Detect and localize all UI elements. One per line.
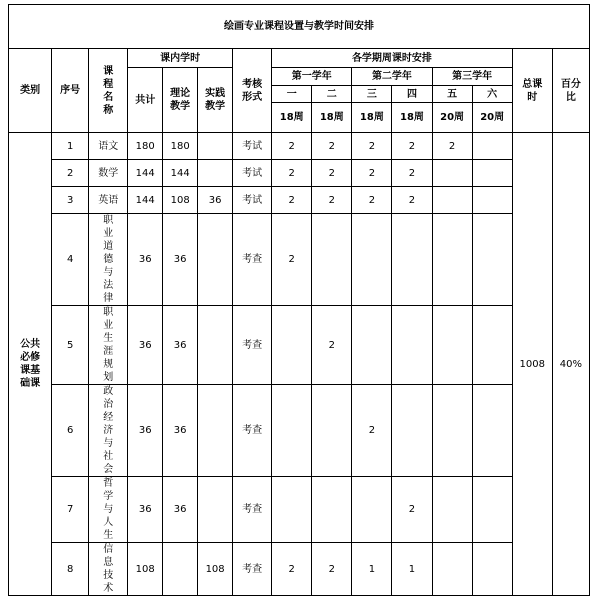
- table-row: [9, 214, 590, 306]
- header-course-name: 课程名称: [89, 49, 128, 133]
- cell-s2: [312, 477, 352, 543]
- table-row: [9, 160, 590, 187]
- header-semester-3: 三: [352, 86, 392, 103]
- table-row: [9, 385, 590, 477]
- header-year3: 第三学年: [432, 68, 512, 86]
- cell-s3: [352, 477, 392, 543]
- cell-exam: 考查: [233, 477, 272, 543]
- cell-s1: [272, 306, 312, 385]
- cell-s3: 2: [352, 160, 392, 187]
- header-total-hours: 总课时: [512, 49, 552, 133]
- group-percent: 40%: [552, 133, 589, 596]
- header-theory: 理论教学: [163, 68, 198, 133]
- cell-course-name: 语文: [89, 133, 128, 160]
- cell-s1: 2: [272, 543, 312, 596]
- header-weeks-1: 18周: [272, 103, 312, 133]
- cell-s6: [472, 543, 512, 596]
- cell-seq: 1: [52, 133, 89, 160]
- header-percent: 百分比: [552, 49, 589, 133]
- cell-seq: 4: [52, 214, 89, 306]
- header-semester-1: 一: [272, 86, 312, 103]
- cell-s2: 2: [312, 306, 352, 385]
- header-weeks-6: 20周: [472, 103, 512, 133]
- header-weeks-2: 18周: [312, 103, 352, 133]
- cell-s4: 2: [392, 187, 432, 214]
- header-year2: 第二学年: [352, 68, 432, 86]
- header-weeks-4: 18周: [392, 103, 432, 133]
- cell-s5: [432, 543, 472, 596]
- cell-s2: [312, 385, 352, 477]
- cell-s6: [472, 187, 512, 214]
- cell-s6: [472, 214, 512, 306]
- cell-exam: 考查: [233, 214, 272, 306]
- cell-course-name: 职业道德与法律: [89, 214, 128, 306]
- cell-s5: [432, 477, 472, 543]
- cell-course-name: 信息技术: [89, 543, 128, 596]
- cell-seq: 6: [52, 385, 89, 477]
- cell-practice: [198, 477, 233, 543]
- cell-total: 36: [128, 214, 163, 306]
- cell-practice: [198, 385, 233, 477]
- cell-s3: 2: [352, 385, 392, 477]
- cell-total: 144: [128, 160, 163, 187]
- header-seq: 序号: [52, 49, 89, 133]
- cell-theory: 108: [163, 187, 198, 214]
- cell-s5: [432, 306, 472, 385]
- cell-s5: 2: [432, 133, 472, 160]
- cell-total: 36: [128, 306, 163, 385]
- cell-exam: 考试: [233, 160, 272, 187]
- header-weeks-5: 20周: [432, 103, 472, 133]
- header-practice: 实践教学: [198, 68, 233, 133]
- cell-course-name: 政治经济与社会: [89, 385, 128, 477]
- cell-s5: [432, 214, 472, 306]
- cell-theory: 36: [163, 306, 198, 385]
- cell-theory: 144: [163, 160, 198, 187]
- cell-s5: [432, 160, 472, 187]
- cell-exam: 考查: [233, 385, 272, 477]
- cell-course-name: 哲学与人生: [89, 477, 128, 543]
- cell-s1: [272, 477, 312, 543]
- cell-s1: 2: [272, 133, 312, 160]
- cell-seq: 5: [52, 306, 89, 385]
- cell-theory: 36: [163, 214, 198, 306]
- table-row: [9, 477, 590, 543]
- cell-practice: [198, 214, 233, 306]
- header-semester-6: 六: [472, 86, 512, 103]
- cell-s4: [392, 214, 432, 306]
- header-semester-5: 五: [432, 86, 472, 103]
- cell-practice: [198, 133, 233, 160]
- group-total-hours: 1008: [512, 133, 552, 596]
- cell-seq: 3: [52, 187, 89, 214]
- cell-s6: [472, 160, 512, 187]
- cell-s4: [392, 306, 432, 385]
- cell-s6: [472, 385, 512, 477]
- cell-s2: 2: [312, 543, 352, 596]
- header-exam-form: 考核形式: [233, 49, 272, 133]
- table-row: [9, 306, 590, 385]
- header-weeks-3: 18周: [352, 103, 392, 133]
- cell-exam: 考查: [233, 543, 272, 596]
- header-weekly-schedule: 各学期周课时安排: [272, 49, 513, 68]
- cell-s6: [472, 477, 512, 543]
- cell-s1: 2: [272, 214, 312, 306]
- cell-practice: [198, 160, 233, 187]
- cell-total: 108: [128, 543, 163, 596]
- cell-course-name: 数学: [89, 160, 128, 187]
- cell-seq: 8: [52, 543, 89, 596]
- cell-s5: [432, 187, 472, 214]
- cell-practice: [198, 306, 233, 385]
- cell-seq: 2: [52, 160, 89, 187]
- cell-total: 180: [128, 133, 163, 160]
- cell-s2: 2: [312, 187, 352, 214]
- cell-theory: 36: [163, 385, 198, 477]
- cell-s4: 1: [392, 543, 432, 596]
- cell-s1: 2: [272, 160, 312, 187]
- cell-s4: 2: [392, 133, 432, 160]
- cell-course-name: 职业生涯规划: [89, 306, 128, 385]
- cell-theory: 36: [163, 477, 198, 543]
- cell-s2: 2: [312, 133, 352, 160]
- cell-s1: 2: [272, 187, 312, 214]
- cell-theory: [163, 543, 198, 596]
- cell-s4: 2: [392, 160, 432, 187]
- header-semester-2: 二: [312, 86, 352, 103]
- header-class-hours: 课内学时: [128, 49, 233, 68]
- table-row: [9, 187, 590, 214]
- table-row: [9, 543, 590, 596]
- category-cell: 公共必修课基础课: [9, 133, 52, 596]
- cell-total: 36: [128, 477, 163, 543]
- cell-s2: 2: [312, 160, 352, 187]
- cell-practice: 108: [198, 543, 233, 596]
- cell-s3: 1: [352, 543, 392, 596]
- cell-s3: 2: [352, 133, 392, 160]
- header-semester-4: 四: [392, 86, 432, 103]
- cell-s3: [352, 306, 392, 385]
- cell-s1: [272, 385, 312, 477]
- cell-exam: 考试: [233, 187, 272, 214]
- cell-s6: [472, 306, 512, 385]
- cell-s4: 2: [392, 477, 432, 543]
- cell-theory: 180: [163, 133, 198, 160]
- cell-s6: [472, 133, 512, 160]
- cell-s3: 2: [352, 187, 392, 214]
- table-title: 绘画专业课程设置与教学时间安排: [9, 5, 590, 49]
- header-year1: 第一学年: [272, 68, 352, 86]
- schedule-sheet: [8, 4, 590, 594]
- cell-s4: [392, 385, 432, 477]
- cell-practice: 36: [198, 187, 233, 214]
- course-schedule-table: [8, 4, 590, 596]
- table-row: [9, 133, 590, 160]
- cell-course-name: 英语: [89, 187, 128, 214]
- cell-total: 144: [128, 187, 163, 214]
- cell-s2: [312, 214, 352, 306]
- cell-exam: 考查: [233, 306, 272, 385]
- cell-exam: 考试: [233, 133, 272, 160]
- header-total: 共计: [128, 68, 163, 133]
- cell-s5: [432, 385, 472, 477]
- cell-s3: [352, 214, 392, 306]
- cell-seq: 7: [52, 477, 89, 543]
- header-category: 类别: [9, 49, 52, 133]
- cell-total: 36: [128, 385, 163, 477]
